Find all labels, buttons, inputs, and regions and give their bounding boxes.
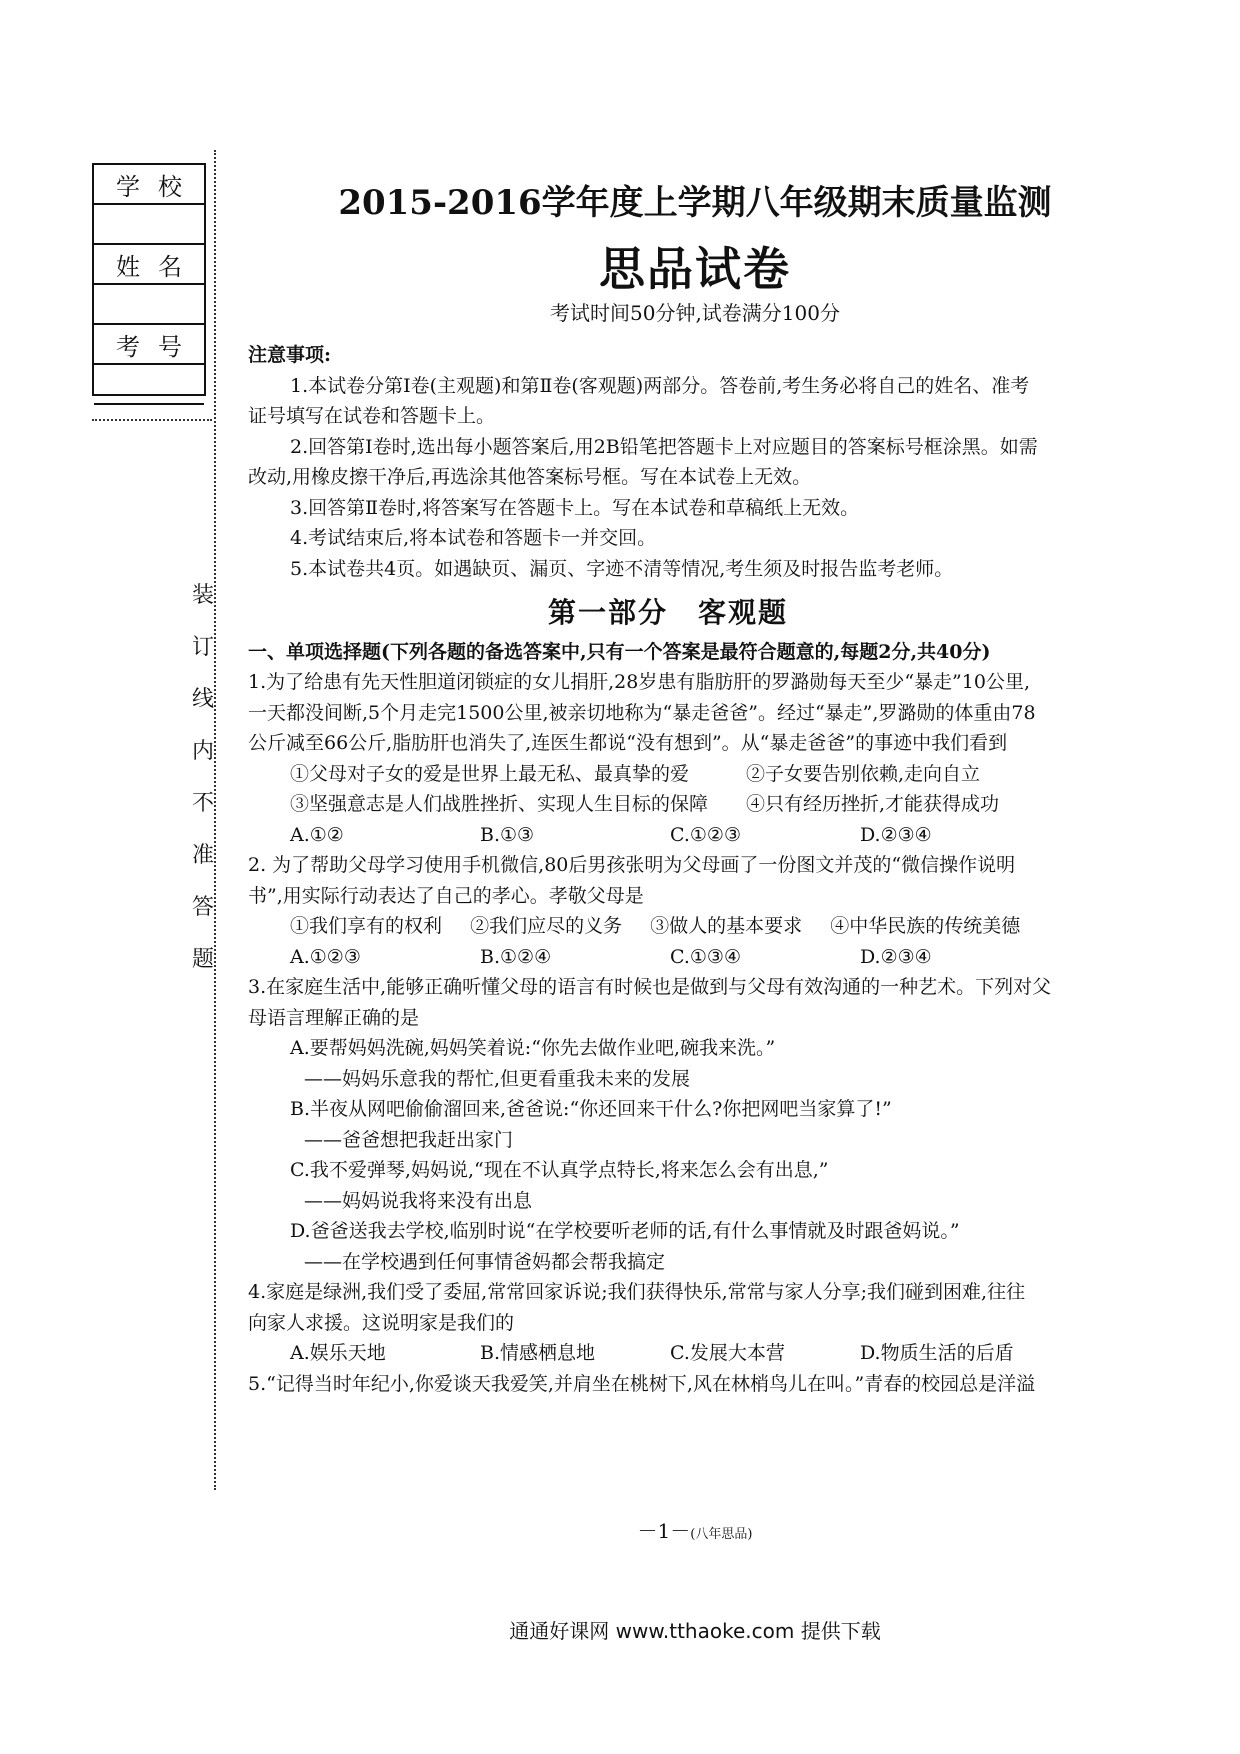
name-label: 姓名 xyxy=(116,252,200,281)
option-c: C.①③④ xyxy=(670,945,741,968)
question-3-choice: B.半夜从网吧偷偷溜回来,爸爸说:“你还回来干什么?你把网吧当家算了!” xyxy=(290,1098,892,1120)
question-3-choice: A.要帮妈妈洗碗,妈妈笑着说:“你先去做作业吧,碗我来洗。” xyxy=(290,1037,776,1059)
option-b: B.情感栖息地 xyxy=(480,1342,596,1364)
exam-title: 2015-2016学年度上学期八年级期末质量监测 xyxy=(338,183,1052,223)
exam-number-label: 考号 xyxy=(116,332,200,361)
binding-char: 订 xyxy=(191,635,214,660)
statement: ②子女要告别依赖,走向自立 xyxy=(746,762,981,785)
option-a: A.①② xyxy=(290,823,344,846)
question-1-statements xyxy=(248,759,1088,790)
notice-item: 改动,用橡皮擦干净后,再选涂其他答案标号框。写在本试卷上无效。 xyxy=(248,466,812,488)
question-1-options xyxy=(248,820,1088,851)
statement: ④只有经历挫折,才能获得成功 xyxy=(746,793,1000,815)
question-5-line: 5.“记得当时年纪小,你爱谈天我爱笑,并肩坐在桃树下,风在林梢鸟儿在叫。”青春的校园总是洋溢 xyxy=(248,1372,1036,1395)
question-3-interpretation: ——妈妈乐意我的帮忙,但更看重我未来的发展 xyxy=(304,1067,691,1090)
question-3-interpretation: ——妈妈说我将来没有出息 xyxy=(304,1189,533,1212)
option-d: D.②③④ xyxy=(860,945,932,968)
question-3-interpretation: ——在学校遇到任何事情爸妈都会帮我搞定 xyxy=(304,1250,666,1273)
exam-content xyxy=(248,340,1088,1399)
section-heading-type: 客观题 xyxy=(698,596,789,629)
statement: ②我们应尽的义务 xyxy=(470,915,623,937)
notice-item: 3.回答第Ⅱ卷时,将答案写在答题卡上。写在本试卷和草稿纸上无效。 xyxy=(290,496,860,519)
notice-item: 5.本试卷共4页。如遇缺页、漏页、字迹不清等情况,考生须及时报告监考老师。 xyxy=(290,557,954,580)
name-label-cell xyxy=(94,245,204,285)
section-heading-part: 第一部分 xyxy=(547,596,668,629)
option-a: A.①②③ xyxy=(290,945,361,968)
name-blank xyxy=(94,285,204,325)
student-info-box xyxy=(92,163,206,396)
school-blank xyxy=(94,205,204,245)
notice-item: 1.本试卷分第Ⅰ卷(主观题)和第Ⅱ卷(客观题)两部分。答卷前,考生务必将自己的姓名、准考 xyxy=(290,374,1030,397)
page-footer xyxy=(250,1515,1140,1544)
school-label: 学校 xyxy=(116,172,200,201)
exam-info: 考试时间50分钟,试卷满分100分 xyxy=(550,301,840,325)
notice-item: 4.考试结束后,将本试卷和答题卡一并交回。 xyxy=(290,527,657,549)
statement: ①我们享有的权利 xyxy=(290,915,443,937)
statement: ④中华民族的传统美德 xyxy=(830,915,1021,937)
question-2-statements xyxy=(248,911,1088,942)
question-1-line: 一天都没间断,5个月走完1500公里,被亲切地称为“暴走爸爸”。经过“暴走”,罗潞勋的体重由78 xyxy=(248,701,1036,724)
question-3-choice: D.爸爸送我去学校,临别时说“在学校要听老师的话,有什么事情就及时跟爸妈说。” xyxy=(290,1220,960,1242)
exam-number-label-cell xyxy=(94,325,204,365)
binding-char: 线 xyxy=(191,687,214,712)
binding-warning xyxy=(190,570,216,986)
binding-char: 装 xyxy=(191,583,214,608)
option-b: B.①②④ xyxy=(480,945,552,968)
question-1-line: 公斤减至66公斤,脂肪肝也消失了,连医生都说“没有想到”。从“暴走爸爸”的事迹中我们看到 xyxy=(248,732,1008,754)
question-4-line: 4.家庭是绿洲,我们受了委屈,常常回家诉说;我们获得快乐,常常与家人分享;我们碰到困难,往往 xyxy=(248,1281,1026,1303)
section-heading xyxy=(248,598,1088,629)
binding-char: 内 xyxy=(191,739,214,764)
question-type-heading: 一、单项选择题(下列各题的备选答案中,只有一个答案是最符合题意的,每题2分,共40分) xyxy=(248,640,991,663)
question-1-line: 1.为了给患有先天性胆道闭锁症的女儿捐肝,28岁患有脂肪肝的罗潞勋每天至少“暴走”10公里, xyxy=(248,671,1030,693)
binding-char: 题 xyxy=(191,947,214,972)
question-3-choice: C.我不爱弹琴,妈妈说,“现在不认真学点特长,将来怎么会有出息,” xyxy=(290,1159,829,1181)
subject-title: 思品试卷 xyxy=(599,242,791,296)
info-dotted-underline xyxy=(92,419,212,421)
binding-char: 准 xyxy=(191,843,214,868)
page-number: －1－ xyxy=(637,1519,691,1543)
question-3-line: 3.在家庭生活中,能够正确听懂父母的语言有时候也是做到与父母有效沟通的一种艺术。下列对父 xyxy=(248,976,1052,998)
notice-item: 证号填写在试卷和答题卡上。 xyxy=(248,405,496,427)
question-2-line: 书”,用实际行动表达了自己的孝心。孝敬父母是 xyxy=(248,884,644,907)
download-watermark: 通通好课网 www.tthaoke.com 提供下载 xyxy=(509,1619,881,1643)
statement: ③做人的基本要求 xyxy=(650,915,803,937)
exam-number-blank xyxy=(94,365,204,405)
question-3-interpretation: ——爸爸想把我赶出家门 xyxy=(304,1128,514,1151)
binding-char: 答 xyxy=(191,895,214,920)
statement: ①父母对子女的爱是世界上最无私、最真挚的爱 xyxy=(290,762,690,785)
option-d: D.物质生活的后盾 xyxy=(860,1342,1014,1364)
question-3-line: 母语言理解正确的是 xyxy=(248,1006,420,1029)
notice-item: 2.回答第Ⅰ卷时,选出每小题答案后,用2B铅笔把答题卡上对应题目的答案标号框涂黑。如需 xyxy=(290,435,1038,458)
question-4-line: 向家人求援。这说明家是我们的 xyxy=(248,1311,515,1334)
binding-char: 不 xyxy=(191,791,214,816)
option-b: B.①③ xyxy=(480,823,535,846)
option-c: C.发展大本营 xyxy=(670,1342,785,1364)
question-1-statements xyxy=(248,789,1088,820)
school-label-cell xyxy=(94,165,204,205)
question-2-line: 2. 为了帮助父母学习使用手机微信,80后男孩张明为父母画了一份图文并茂的“微信操作说明 xyxy=(248,854,1016,876)
question-4-options xyxy=(248,1338,1088,1369)
statement: ③坚强意志是人们战胜挫折、实现人生目标的保障 xyxy=(290,793,709,815)
option-a: A.娱乐天地 xyxy=(290,1342,386,1364)
notice-heading: 注意事项: xyxy=(248,344,332,366)
question-2-options xyxy=(248,942,1088,973)
option-d: D.②③④ xyxy=(860,823,932,846)
option-c: C.①②③ xyxy=(670,823,741,846)
page-tag: (八年思品) xyxy=(690,1527,753,1542)
